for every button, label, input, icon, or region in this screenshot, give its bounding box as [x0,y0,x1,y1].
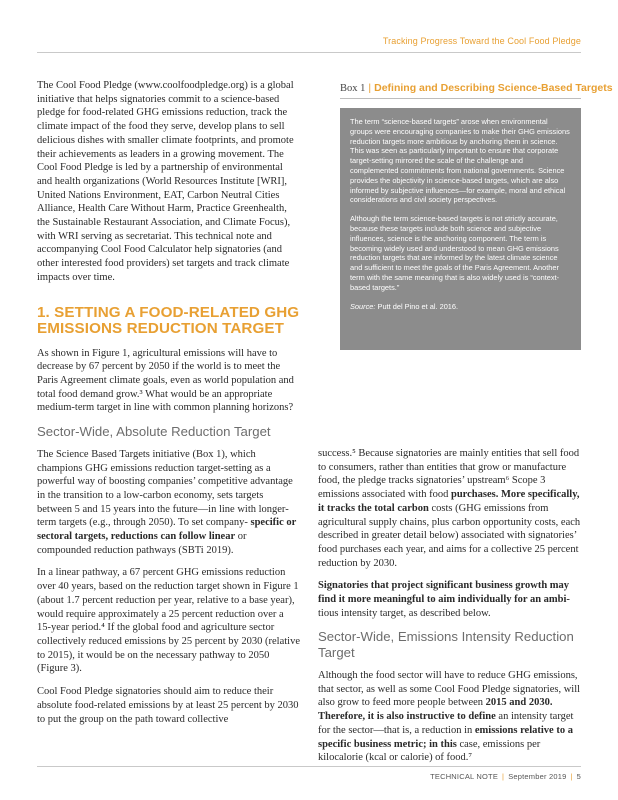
section-paragraph: As shown in Figure 1, agricultural emissions will have to decrease by 67 percent by 2050 if the world is to meet the Paris Agreement climate goals, even as world population and total food demand grow.³ What would be an appropriate medium-term target in line with common planning horizons? [37,347,294,414]
success-text-bold: purchases. More specifically, it tracks the total carbon [318,489,580,514]
box-source-text: Putt del Pino et al. 2016. [377,301,459,311]
intensity-paragraph [318,669,581,765]
box-source-label: Source: [350,301,376,311]
growth-paragraph [318,579,581,620]
growth-text-b: tious intensity target, as described below. [318,607,491,619]
box-source [350,302,571,312]
subheading-intensity-target: Sector-Wide, Emissions Intensity Reduction Target [318,629,574,661]
box-label: Box 1 [340,83,366,94]
right-column [318,447,581,774]
intensity-text-bold-1: 2015 and 2030. Therefore, it is also instructive to define [318,697,553,723]
running-header: Tracking Progress Toward the Cool Food Pledge [382,36,581,46]
success-text-b: costs (GHG emissions from agricultural supply chains, plus carbon opportunity costs, each described in greater detail below) associated with signatories’ food purchases each year, and aims for a collective 25 percent reduction by 2030. [318,502,581,569]
left-column [37,79,300,735]
box-paragraph-2: Although the term science-based targets is not strictly accurate, because these targets include both science and subjective influences, science is the anchoring component. The term is becoming widely used and understood to mean GHG emissions reduction targets that are informed by the latest climate science and sufficient to meet the goals of the Paris Agreement. Another term with the same meaning that is also widely used is “context-based targets.” [350,214,560,292]
box-panel [340,108,581,350]
footer [430,772,581,781]
sbti-text-b: or compounded reduction pathways (SBTi 2019). [37,531,247,556]
footer-separator-2: | [570,772,573,781]
sbti-text-bold: specific or sectoral targets, reductions can follow linear [37,517,297,543]
section-heading: 1. SETTING A FOOD-RELATED GHG EMISSIONS REDUCTION TARGET [37,303,300,337]
growth-text-bold: Signatories that project significant business growth may find it more meaningful to aim individually for an ambi- [318,580,570,606]
box-separator: | [368,82,372,94]
page-number: 5 [576,772,581,781]
signatories-paragraph: Cool Food Pledge signatories should aim to reduce their absolute food-related emissions by at least 25 percent by 2030 to put the group on the path toward collective [37,686,299,725]
footer-divider [37,766,581,767]
intensity-text-a: Although the food sector will have to reduce GHG emissions, that sector, as well as some Cool Food Pledge signatories, will also grow to feed more people between [318,670,581,709]
footer-date: September 2019 [508,772,567,781]
success-paragraph [318,447,581,570]
footer-label: TECHNICAL NOTE [430,772,499,781]
intro-paragraph: The Cool Food Pledge (www.coolfoodpledge.org) is a global initiative that helps signatories commit to a science-based pledge for food-related GHG emissions reduction, track the climate impact of the food they serve, develop plans to sell delicious dishes with smaller climate footprints, and promote their achievements as leaders in a growing movement. The Cool Food Pledge is led by a partnership of environmental and health organizations (World Resources Institute [WRI], United Nations Environment, EAT, Carbon Neutral Cities Alliance, Health Care Without Harm, Practice Greenhealth, the Sustainable Restaurant Association, and Climate Focus), with WRI serving as secretariat. This technical note and accompanying Cool Food Calculator help signatories (and other interested food providers) set targets and track climate impacts over time. [37,80,294,283]
linear-pathway-paragraph: In a linear pathway, a 67 percent GHG emissions reduction over 40 years, based on the reduction target shown in Figure 1 (about 1.7 percent reduction per year, relative to a base year), would require approximately a 25 percent reduction over a 15-year period.⁴ If the global food and agriculture sector collectively reduced emissions by 25 percent by 2030 (relative to 2015), it would be on the necessary pathway to 2050 (Figure 3). [37,567,300,675]
footer-separator-1: | [502,772,505,781]
intensity-text-c: case, emissions per kilocalorie (kcal or calorie) of food.⁷ [318,738,541,764]
sbti-paragraph [37,448,300,558]
box-title [340,82,613,94]
subheading-absolute-target: Sector-Wide, Absolute Reduction Target [37,424,271,440]
box-paragraph-1: The term “science-based targets” arose when environmental groups were encouraging companies to make their GHG emissions reduction targets more ambitious by anchoring them in science. This was seen as particularly important to ensure that corporate target-setting mirrored the scale of the challenge and complemented commitments from national governments. Science provides the objectivity in science-based targets, which are also informed by subjective influences—for example, moral and ethical considerations and civil society perspectives. [350,117,570,205]
intensity-text-b: an intensity target for the sector—that is, a reduction in [318,711,574,736]
box-heading: Defining and Describing Science-Based Targets [374,82,613,94]
success-text-a: success.⁵ Because signatories are mainly entities that sell food to consumers, rather than entities that grow or manufacture food, the pledge tracks signatories’ upstream⁶ Scope 3 emissions associated with food [318,448,580,501]
intensity-text-bold-2: emissions relative to a specific business metric; in this [318,724,573,750]
sbti-text-a: The Science Based Targets initiative (Box 1), which champions GHG emissions reduction target-setting as a powerful way of boosting companies’ competitive advantage in the transition to a low-carbon economy, sets targets between 5 and 15 years into the future—in line with longer-term targets (e.g., through 2050). To set company- [37,448,293,529]
header-divider [37,52,581,53]
box-divider [340,98,581,99]
